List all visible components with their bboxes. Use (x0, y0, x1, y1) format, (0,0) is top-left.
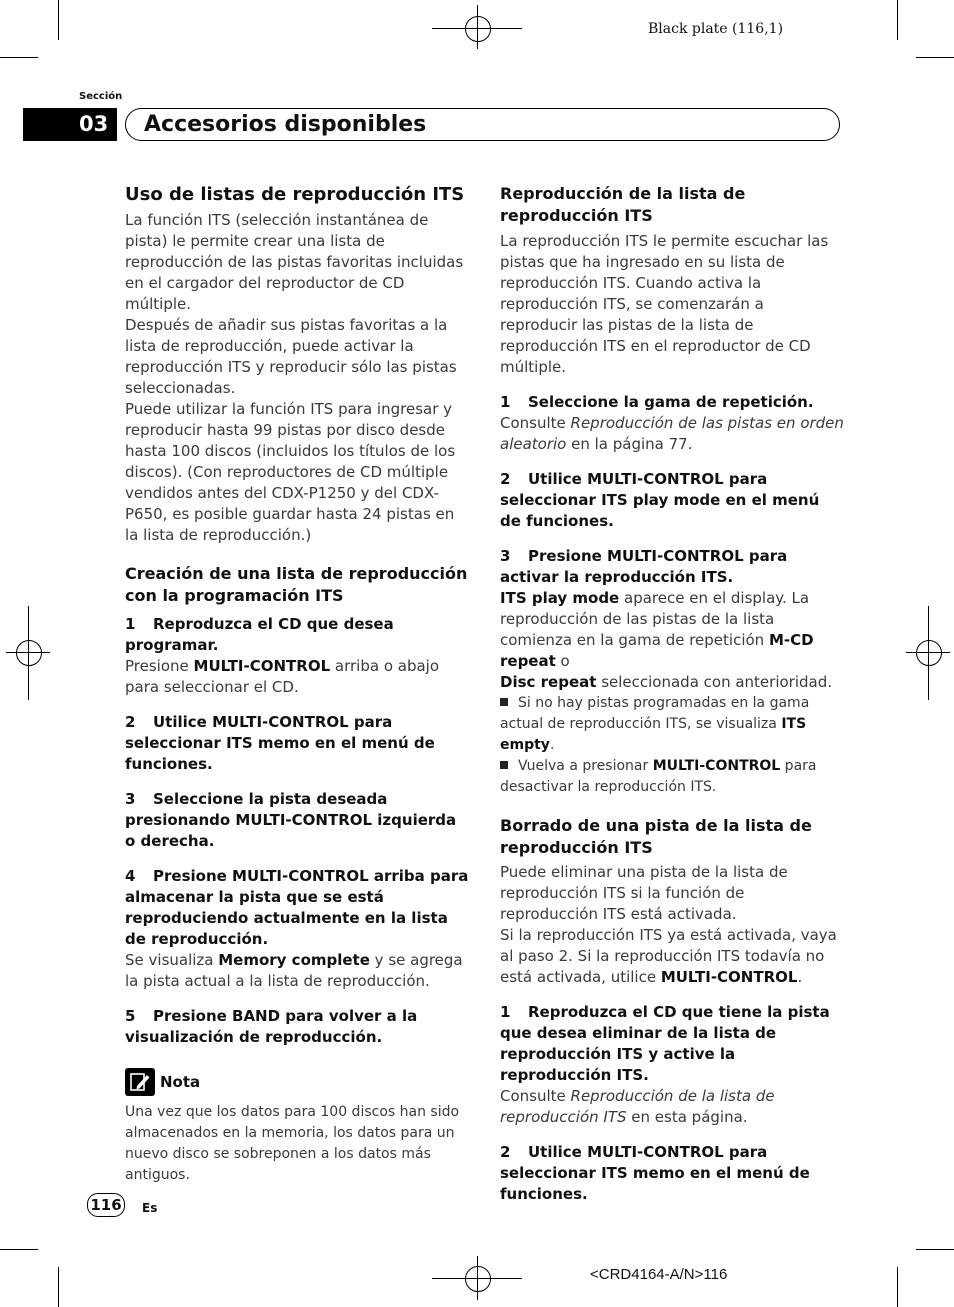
crop-mark (58, 0, 59, 40)
paragraph: La función ITS (selección instantánea de pista) le permite crear una lista de reproducción de las pistas favoritas incluidas en el cargador del reproductor de CD múltiple. (125, 211, 464, 313)
paragraph: La reproducción ITS le permite escuchar las pistas que ha ingresado en su lista de reproducción ITS. Cuando activa la reproducción ITS, se comenzarán a reproducir las pistas de la lista de reproducción ITS en el reproductor de CD múltiple. (500, 232, 829, 376)
registration-mark (465, 1266, 491, 1292)
heading-its-playback: Reproducción de la lista de reproducción ITS (500, 184, 746, 225)
paragraph: Después de añadir sus pistas favoritas a la lista de reproducción, puede activar la reproducción ITS y reproducir sólo las pistas seleccionadas. (125, 316, 457, 397)
plate-label: Black plate (116,1) (648, 21, 784, 37)
step-1: 1 Reproduzca el CD que desea programar. (125, 615, 394, 654)
right-column (500, 183, 845, 1205)
note-label: Nota (160, 1072, 201, 1091)
step-3: 3 Presione MULTI-CONTROL para activar la reproducción ITS. (500, 547, 788, 586)
heading-its-lists: Uso de listas de reproducción ITS (125, 184, 465, 205)
step-2: 2 Utilice MULTI-CONTROL para seleccionar ITS memo en el menú de funciones. (500, 1143, 810, 1203)
bullet-icon (500, 698, 508, 706)
step-2: 2 Utilice MULTI-CONTROL para seleccionar ITS play mode en el menú de funciones. (500, 470, 820, 530)
step-4-detail: Se visualiza Memory complete y se agrega la pista actual a la lista de reproducción. (125, 951, 463, 990)
document-code: <CRD4164-A/N>116 (590, 1266, 728, 1283)
step-1: 1 Seleccione la gama de repetición. (500, 393, 814, 411)
language-code: Es (142, 1201, 158, 1215)
crop-mark (0, 57, 38, 58)
step-1-detail: Consulte Reproducción de las pistas en orden aleatorio en la página 77. (500, 414, 844, 453)
registration-mark (916, 640, 942, 666)
step-4: 4 Presione MULTI-CONTROL arriba para almacenar la pista que se está reproduciendo actualmente en la lista de reproducción. (125, 867, 469, 948)
registration-mark (465, 16, 491, 42)
paragraph: Puede eliminar una pista de la lista de reproducción ITS si la función de reproducción ITS está activada. (500, 863, 788, 923)
crop-mark (897, 1267, 898, 1307)
crop-mark (916, 1249, 954, 1250)
step-1-detail: Consulte Reproducción de la lista de reproducción ITS en esta página. (500, 1087, 775, 1126)
left-column (125, 183, 470, 1186)
step-3: 3 Seleccione la pista deseada presionando MULTI-CONTROL izquierda o derecha. (125, 790, 457, 850)
note-text: Una vez que los datos para 100 discos han sido almacenados en la memoria, los datos para un nuevo disco se sobreponen a los datos más antiguos. (125, 1104, 460, 1183)
section-label: Sección (79, 91, 123, 102)
section-number: 03 (23, 108, 117, 141)
bullet-item: Vuelva a presionar MULTI-CONTROL para desactivar la reproducción ITS. (500, 758, 817, 795)
crop-mark (58, 1267, 59, 1307)
crop-mark (897, 0, 898, 40)
paragraph: Si la reproducción ITS ya está activada, vaya al paso 2. Si la reproducción ITS todavía no está activada, utilice MULTI-CONTROL. (500, 926, 837, 986)
note-header (125, 1068, 470, 1096)
step-3-detail: ITS play mode aparece en el display. La reproducción de las pistas de la lista comienza en la gama de repetición M-CD repeat o Disc repeat seleccionada con anterioridad. (500, 589, 833, 691)
heading-delete-track: Borrado de una pista de la lista de reproducción ITS (500, 816, 812, 857)
page-number: 116 (87, 1193, 125, 1217)
crop-mark (0, 1249, 38, 1250)
section-title: Accesorios disponibles (144, 112, 427, 137)
bullet-icon (500, 761, 508, 769)
registration-mark (16, 640, 42, 666)
bullet-item: Si no hay pistas programadas en la gama actual de reproducción ITS, se visualiza ITS empty. (500, 695, 810, 753)
pencil-note-icon (125, 1068, 155, 1096)
step-5: 5 Presione BAND para volver a la visualización de reproducción. (125, 1007, 418, 1046)
step-1-detail: Presione MULTI-CONTROL arriba o abajo para seleccionar el CD. (125, 657, 440, 696)
step-1: 1 Reproduzca el CD que tiene la pista que desea eliminar de la lista de reproducción ITS y active la reproducción ITS. (500, 1003, 830, 1084)
step-2: 2 Utilice MULTI-CONTROL para seleccionar ITS memo en el menú de funciones. (125, 713, 435, 773)
paragraph: Puede utilizar la función ITS para ingresar y reproducir hasta 99 pistas por disco desde hasta 100 discos (incluidos los títulos de los discos). (Con reproductores de CD múltiple vendidos antes del CDX-P1250 y del CDX-P650, es posible guardar hasta 24 pistas en la lista de reproducción.) (125, 400, 456, 544)
crop-mark (916, 57, 954, 58)
subheading-create-list: Creación de una lista de reproducción con la programación ITS (125, 564, 468, 605)
